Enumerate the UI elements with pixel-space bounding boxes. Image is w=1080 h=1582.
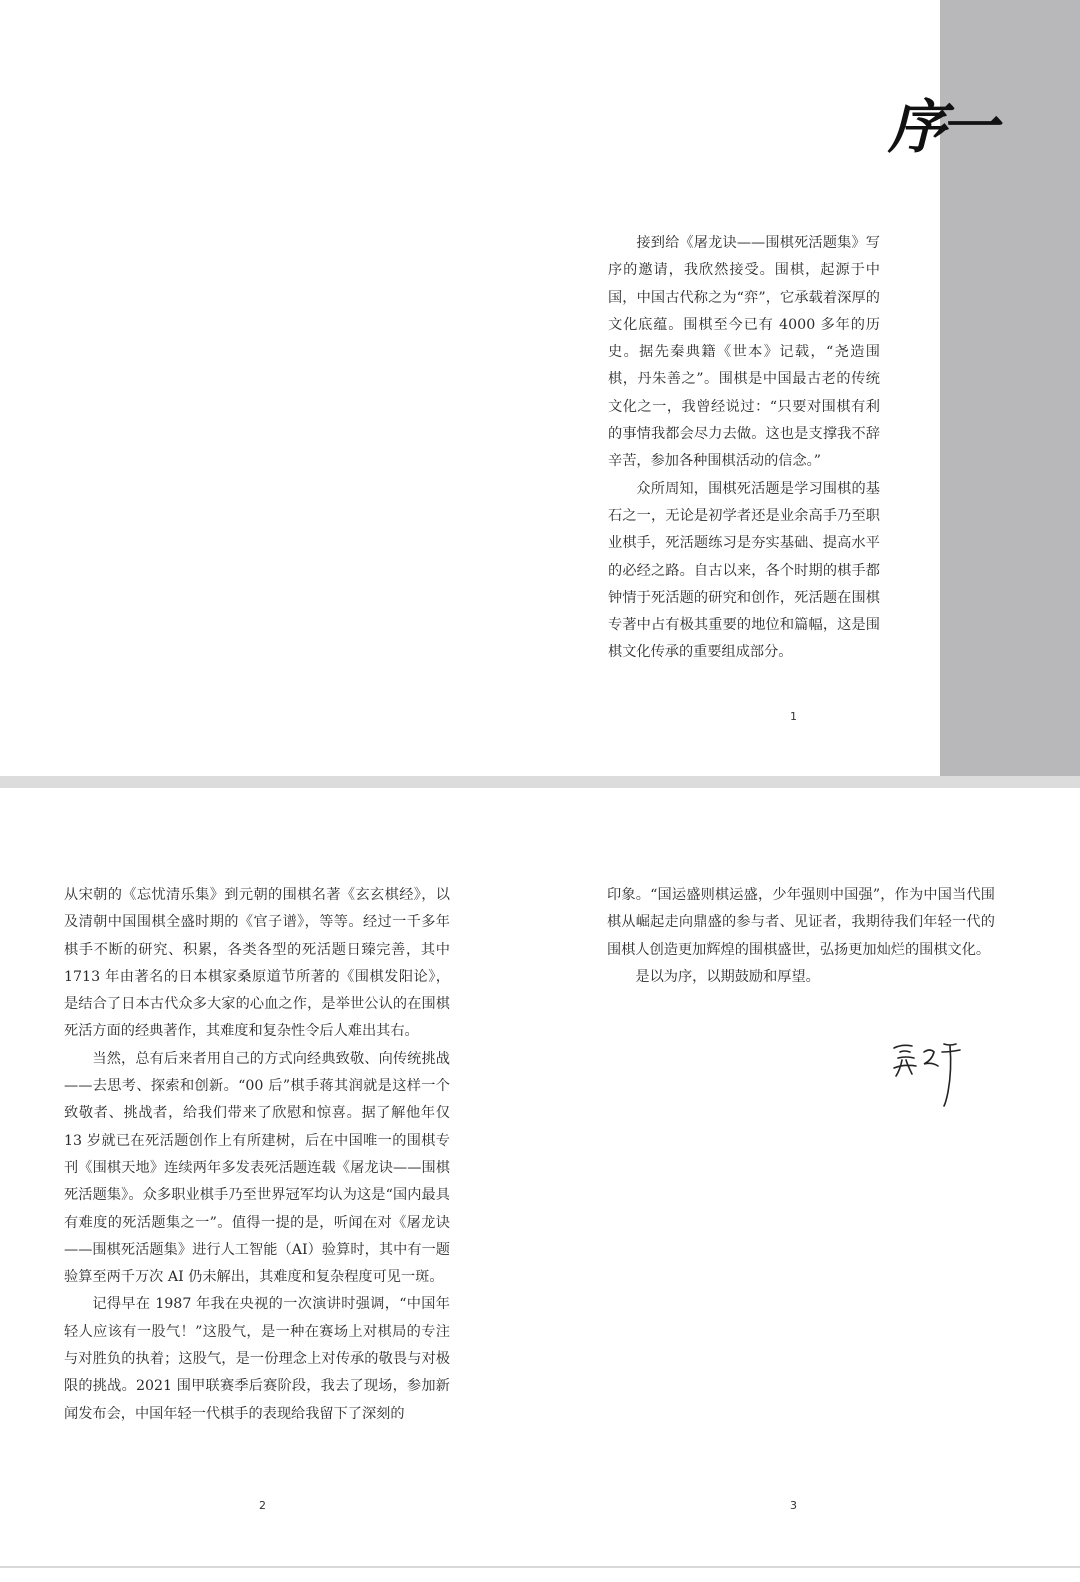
paragraph: 众所周知，围棋死活题是学习围棋的基石之一，无论是初学者还是业余高手乃至职业棋手，死活题练习是夯实基础、提高水平的必经之路。自古以来，各个时期的棋手都钟情于死活题的研究和创作，死活题在围棋专著中占有极其重要的地位和篇幅，这是围棋文化传承的重要组成部分。 bbox=[608, 480, 880, 661]
page-1-body bbox=[608, 230, 880, 667]
paragraph: 当然，总有后来者用自己的方式向经典致敬、向传统挑战——去思考、探索和创新。“00 后”棋手蒋其润就是这样一个致敬者、挑战者，给我们带来了欣慰和惊喜。据了解他年仅 13 岁就已在死活题创作上有所建树，后在中国唯一的围棋专刊《围棋天地》连续两年多发表死活题连载《屠龙诀——围棋死活题集》。众多职业棋手乃至世界冠军均认为这是“国内最具有难度的死活题集之一”。值得一提的是，听闻在对《屠龙诀——围棋死活题集》进行人工智能（AI）验算时，其中有一题验算至两千万次 AI 仍未解出，其难度和复杂程度可见一斑。 bbox=[64, 1050, 450, 1286]
paragraph: 接到给《屠龙诀——围棋死活题集》写序的邀请，我欣然接受。围棋，起源于中国，中国古代称之为“弈”，它承载着深厚的文化底蕴。围棋至今已有 4000 多年的历史。据先秦典籍《世本》记载，“尧造围棋，丹朱善之”。围棋是中国最古老的传统文化之一，我曾经说过：“只要对围棋有利的事情我都会尽力去做。这也是支撑我不辞辛苦，参加各种围棋活动的信念。” bbox=[608, 235, 880, 470]
page-3-body bbox=[607, 882, 995, 991]
page-2-body bbox=[64, 882, 450, 1428]
page-number: 2 bbox=[259, 1499, 266, 1512]
signature-image bbox=[888, 1030, 968, 1110]
page-number: 3 bbox=[790, 1499, 797, 1512]
bottom-divider bbox=[0, 1566, 1080, 1568]
page-1 bbox=[0, 0, 1080, 776]
page-separator bbox=[0, 776, 1080, 788]
chapter-title: 序一 bbox=[888, 93, 993, 161]
paragraph: 记得早在 1987 年我在央视的一次演讲时强调，“中国年轻人应该有一股气！”这股气，是一种在赛场上对棋局的专注与对胜负的执着；这股气，是一份理念上对传承的敬畏与对极限的挑战。2021 围甲联赛季后赛阶段，我去了现场，参加新闻发布会，中国年轻一代棋手的表现给我留下了深刻的 bbox=[64, 1296, 450, 1422]
paragraph: 是以为序，以期鼓励和厚望。 bbox=[635, 968, 820, 985]
page-number: 1 bbox=[790, 710, 797, 723]
paragraph: 从宋朝的《忘忧清乐集》到元朝的围棋名著《玄玄棋经》，以及清朝中国围棋全盛时期的《官子谱》，等等。经过一千多年棋手不断的研究、积累，各类各型的死活题日臻完善，其中 1713 年由著名的日本棋家桑原道节所著的《围棋发阳论》，是结合了日本古代众多大家的心血之作，是举世公认的在围棋死活方面的经典著作，其难度和复杂性令后人难出其右。 bbox=[64, 887, 450, 1040]
paragraph: 印象。“国运盛则棋运盛，少年强则中国强”，作为中国当代围棋从崛起走向鼎盛的参与者、见证者，我期待我们年轻一代的围棋人创造更加辉煌的围棋盛世，弘扬更加灿烂的围棋文化。 bbox=[607, 887, 995, 958]
